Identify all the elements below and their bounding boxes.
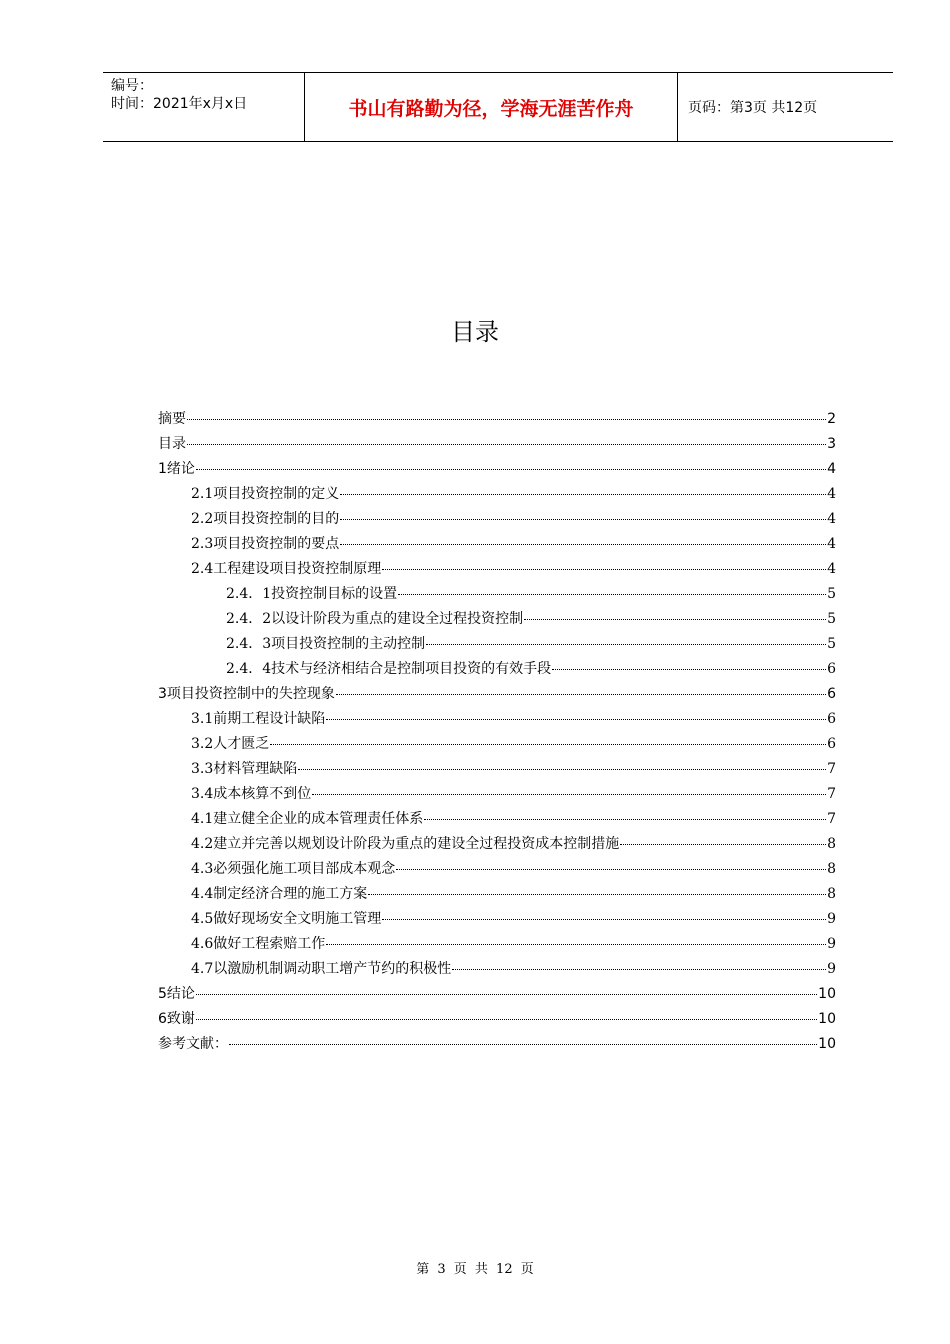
toc-entry-page: 6 (827, 736, 836, 752)
toc-entry-page: 4 (827, 536, 836, 552)
toc-leader-dots (524, 619, 826, 620)
toc-leader-dots (336, 694, 826, 695)
toc-entry[interactable] (158, 1033, 836, 1058)
toc-entry-label: 3.4成本核算不到位 (191, 786, 312, 802)
toc-entry-page: 9 (827, 961, 836, 977)
toc-entry-label: 2.4．1投资控制目标的设置 (226, 586, 398, 602)
toc-leader-dots (312, 794, 826, 795)
toc-entry[interactable] (158, 733, 836, 758)
toc-entry-label: 1绪论 (158, 461, 195, 477)
toc-entry-label: 4.1建立健全企业的成本管理责任体系 (191, 811, 424, 827)
toc-entry-page: 6 (827, 711, 836, 727)
page-footer: 第 3 页 共 12 页 (416, 1262, 534, 1277)
toc-entry[interactable] (158, 633, 836, 658)
toc-entry-label: 4.5做好现场安全文明施工管理 (191, 911, 382, 927)
toc-entry[interactable] (158, 458, 836, 483)
toc-entry-page: 8 (827, 836, 836, 852)
toc-leader-dots (382, 569, 826, 570)
toc-entry[interactable] (158, 708, 836, 733)
toc-entry-label: 3项目投资控制中的失控现象 (158, 686, 335, 702)
toc-leader-dots (229, 1044, 817, 1045)
toc-entry-page: 6 (827, 686, 836, 702)
toc-leader-dots (368, 894, 826, 895)
toc-leader-dots (326, 944, 826, 945)
toc-entry-label: 2.3项目投资控制的要点 (191, 536, 340, 552)
toc-leader-dots (187, 419, 826, 420)
toc-entry[interactable] (158, 933, 836, 958)
page-title: 目录 (451, 318, 499, 346)
toc-leader-dots (270, 744, 826, 745)
toc-entry-page: 5 (827, 611, 836, 627)
toc-entry-label: 5结论 (158, 986, 195, 1002)
toc-entry[interactable] (158, 608, 836, 633)
toc-entry[interactable] (158, 983, 836, 1008)
toc-entry-label: 2.4．2以设计阶段为重点的建设全过程投资控制 (226, 611, 524, 627)
toc-entry-page: 6 (827, 661, 836, 677)
toc-leader-dots (187, 444, 826, 445)
toc-entry-page: 9 (827, 911, 836, 927)
toc-leader-dots (298, 769, 826, 770)
toc-entry[interactable] (158, 658, 836, 683)
toc-entry-page: 2 (827, 411, 836, 427)
toc-entry-label: 2.1项目投资控制的定义 (191, 486, 340, 502)
document-date: 时间：2021年x月x日 (111, 96, 248, 112)
toc-leader-dots (398, 594, 826, 595)
toc-entry-page: 5 (827, 586, 836, 602)
toc-entry-page: 9 (827, 936, 836, 952)
toc-leader-dots (424, 819, 826, 820)
toc-entry-page: 10 (818, 986, 836, 1002)
toc-entry[interactable] (158, 958, 836, 983)
toc-entry[interactable] (158, 558, 836, 583)
toc-leader-dots (196, 1019, 817, 1020)
toc-entry-page: 7 (827, 786, 836, 802)
toc-entry-page: 4 (827, 486, 836, 502)
toc-leader-dots (396, 869, 826, 870)
toc-leader-dots (196, 469, 826, 470)
toc-entry[interactable] (158, 533, 836, 558)
toc-entry-page: 7 (827, 811, 836, 827)
toc-entry-page: 7 (827, 761, 836, 777)
toc-entry-page: 8 (827, 886, 836, 902)
toc-entry-label: 3.1前期工程设计缺陷 (191, 711, 326, 727)
toc-leader-dots (340, 544, 826, 545)
toc-entry[interactable] (158, 833, 836, 858)
toc-entry[interactable] (158, 408, 836, 433)
toc-entry-page: 10 (818, 1011, 836, 1027)
toc-leader-dots (326, 719, 826, 720)
toc-entry-label: 3.3材料管理缺陷 (191, 761, 298, 777)
toc-entry[interactable] (158, 483, 836, 508)
toc-entry-page: 4 (827, 511, 836, 527)
toc-entry[interactable] (158, 758, 836, 783)
toc-entry-label: 4.6做好工程索赔工作 (191, 936, 326, 952)
toc-entry-label: 2.4工程建设项目投资控制原理 (191, 561, 382, 577)
toc-leader-dots (552, 669, 826, 670)
toc-entry[interactable] (158, 433, 836, 458)
toc-entry-label: 4.2建立并完善以规划设计阶段为重点的建设全过程投资成本控制措施 (191, 836, 620, 852)
toc-entry-label: 目录 (158, 436, 186, 452)
toc-entry[interactable] (158, 808, 836, 833)
header-motto: 书山有路勤为径，学海无涯苦作舟 (304, 73, 678, 141)
toc-entry-label: 4.4制定经济合理的施工方案 (191, 886, 368, 902)
toc-entry-label: 参考文献： (158, 1036, 228, 1052)
header-info (103, 73, 304, 141)
document-number-label: 编号： (111, 78, 153, 94)
toc-entry[interactable] (158, 908, 836, 933)
toc-entry[interactable] (158, 683, 836, 708)
toc-entry-page: 3 (827, 436, 836, 452)
toc-entry-page: 5 (827, 636, 836, 652)
toc-entry[interactable] (158, 583, 836, 608)
toc-entry-label: 摘要 (158, 411, 186, 427)
toc-entry-label: 4.3必须强化施工项目部成本观念 (191, 861, 396, 877)
toc-leader-dots (620, 844, 826, 845)
toc-entry[interactable] (158, 1008, 836, 1033)
toc-entry[interactable] (158, 783, 836, 808)
toc-entry[interactable] (158, 858, 836, 883)
toc-entry-label: 4.7以激励机制调动职工增产节约的积极性 (191, 961, 452, 977)
toc-leader-dots (452, 969, 826, 970)
toc-leader-dots (196, 994, 817, 995)
toc-entry-label: 2.4．4技术与经济相结合是控制项目投资的有效手段 (226, 661, 552, 677)
page-header (103, 72, 893, 142)
toc-entry-page: 4 (827, 561, 836, 577)
toc-entry-page: 4 (827, 461, 836, 477)
toc-entry-page: 8 (827, 861, 836, 877)
toc-entry[interactable] (158, 883, 836, 908)
toc-leader-dots (426, 644, 826, 645)
toc-entry-label: 2.2项目投资控制的目的 (191, 511, 340, 527)
table-of-contents (158, 408, 836, 1058)
toc-entry-label: 3.2人才匮乏 (191, 736, 270, 752)
toc-entry-label: 6致谢 (158, 1011, 195, 1027)
toc-entry[interactable] (158, 508, 836, 533)
toc-leader-dots (340, 519, 826, 520)
toc-entry-label: 2.4．3项目投资控制的主动控制 (226, 636, 426, 652)
header-page-code: 页码：第3页 共12页 (688, 100, 818, 116)
toc-leader-dots (382, 919, 826, 920)
toc-leader-dots (340, 494, 826, 495)
toc-entry-page: 10 (818, 1036, 836, 1052)
